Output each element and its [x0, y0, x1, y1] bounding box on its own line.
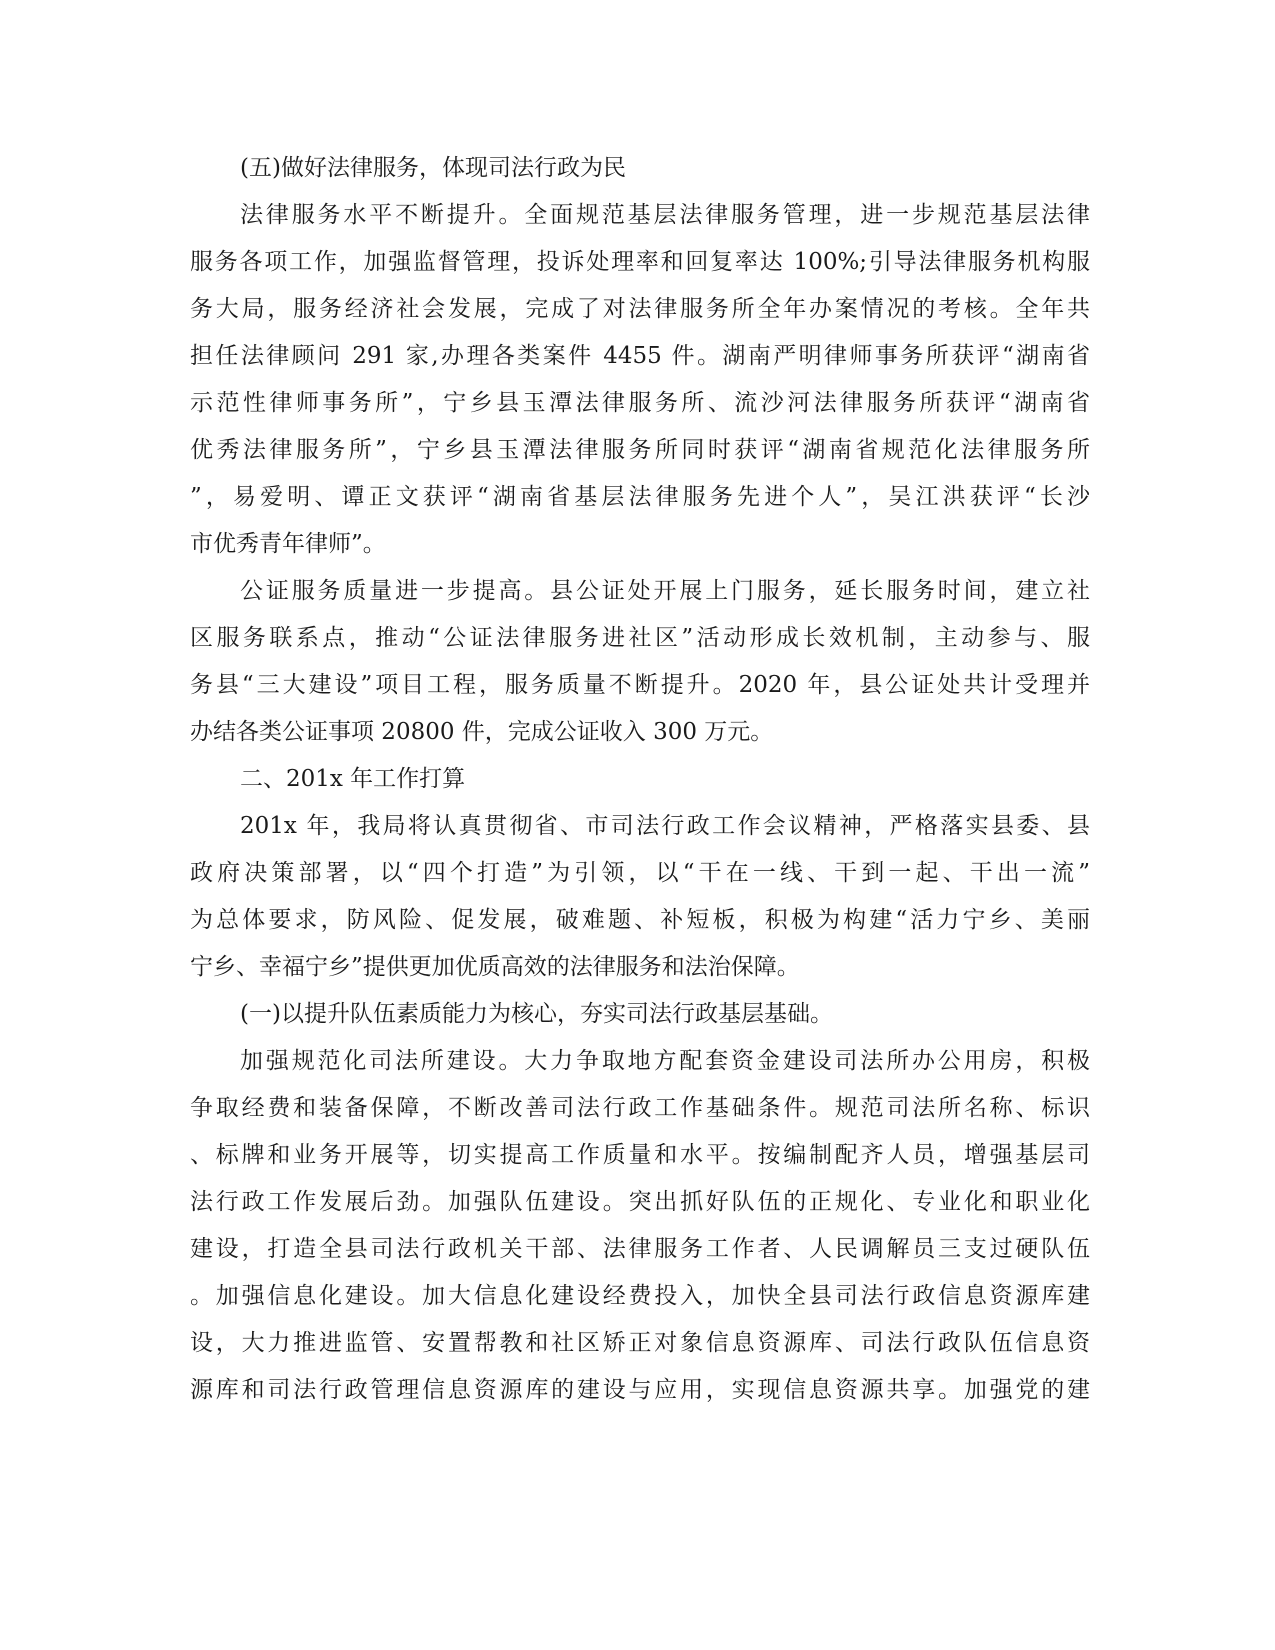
paragraph-line: 示范性律师事务所”，宁乡县玉潭法律服务所、流沙河法律服务所获评“湖南省 — [190, 390, 1090, 416]
paragraph-line: 务县“三大建设”项目工程，服务质量不断提升。2020 年，县公证处共计受理并 — [190, 672, 1090, 698]
section-heading-1: (一)以提升队伍素质能力为核心，夯实司法行政基层基础。 — [240, 1001, 833, 1027]
paragraph-line: 。加强信息化建设。加大信息化建设经费投入，加快全县司法行政信息资源库建 — [190, 1283, 1090, 1309]
paragraph-line: ”，易爱明、谭正文获评“湖南省基层法律服务先进个人”，吴江洪获评“长沙 — [190, 484, 1090, 510]
paragraph-line: 为总体要求，防风险、促发展，破难题、补短板，积极为构建“活力宁乡、美丽 — [190, 907, 1090, 933]
paragraph-line: 设，大力推进监管、安置帮教和社区矫正对象信息资源库、司法行政队伍信息资 — [190, 1330, 1090, 1356]
paragraph-line: 法律服务水平不断提升。全面规范基层法律服务管理，进一步规范基层法律 — [240, 202, 1090, 228]
paragraph-line: 服务各项工作，加强监督管理，投诉处理率和回复率达 100%;引导法律服务机构服 — [190, 249, 1090, 275]
paragraph-line: 源库和司法行政管理信息资源库的建设与应用，实现信息资源共享。加强党的建 — [190, 1377, 1090, 1403]
paragraph-line: 争取经费和装备保障，不断改善司法行政工作基础条件。规范司法所名称、标识 — [190, 1095, 1090, 1121]
paragraph-line: 建设，打造全县司法行政机关干部、法律服务工作者、人民调解员三支过硬队伍 — [190, 1236, 1090, 1262]
paragraph-line: 加强规范化司法所建设。大力争取地方配套资金建设司法所办公用房，积极 — [240, 1048, 1090, 1074]
paragraph-line: 办结各类公证事项 20800 件，完成公证收入 300 万元。 — [190, 719, 774, 745]
paragraph-line: 法行政工作发展后劲。加强队伍建设。突出抓好队伍的正规化、专业化和职业化 — [190, 1189, 1090, 1215]
paragraph-line: 201x 年，我局将认真贯彻省、市司法行政工作会议精神，严格落实县委、县 — [240, 813, 1090, 839]
paragraph-line: 担任法律顾问 291 家,办理各类案件 4455 件。湖南严明律师事务所获评“湖南省 — [190, 343, 1090, 369]
paragraph-line: 区服务联系点，推动“公证法律服务进社区”活动形成长效机制，主动参与、服 — [190, 625, 1090, 651]
paragraph-line: 市优秀青年律师”。 — [190, 531, 386, 557]
paragraph-line: 政府决策部署，以“四个打造”为引领，以“干在一线、干到一起、干出一流” — [190, 860, 1090, 886]
section-heading-2: 二、201x 年工作打算 — [240, 766, 466, 792]
paragraph-line: 公证服务质量进一步提高。县公证处开展上门服务，延长服务时间，建立社 — [240, 578, 1090, 604]
section-heading-5: (五)做好法律服务，体现司法行政为民 — [240, 155, 626, 181]
paragraph-line: 、标牌和业务开展等，切实提高工作质量和水平。按编制配齐人员，增强基层司 — [190, 1142, 1090, 1168]
paragraph-line: 宁乡、幸福宁乡”提供更加优质高效的法律服务和法治保障。 — [190, 954, 800, 980]
paragraph-line: 优秀法律服务所”，宁乡县玉潭法律服务所同时获评“湖南省规范化法律服务所 — [190, 437, 1090, 463]
paragraph-line: 务大局，服务经济社会发展，完成了对法律服务所全年办案情况的考核。全年共 — [190, 296, 1090, 322]
